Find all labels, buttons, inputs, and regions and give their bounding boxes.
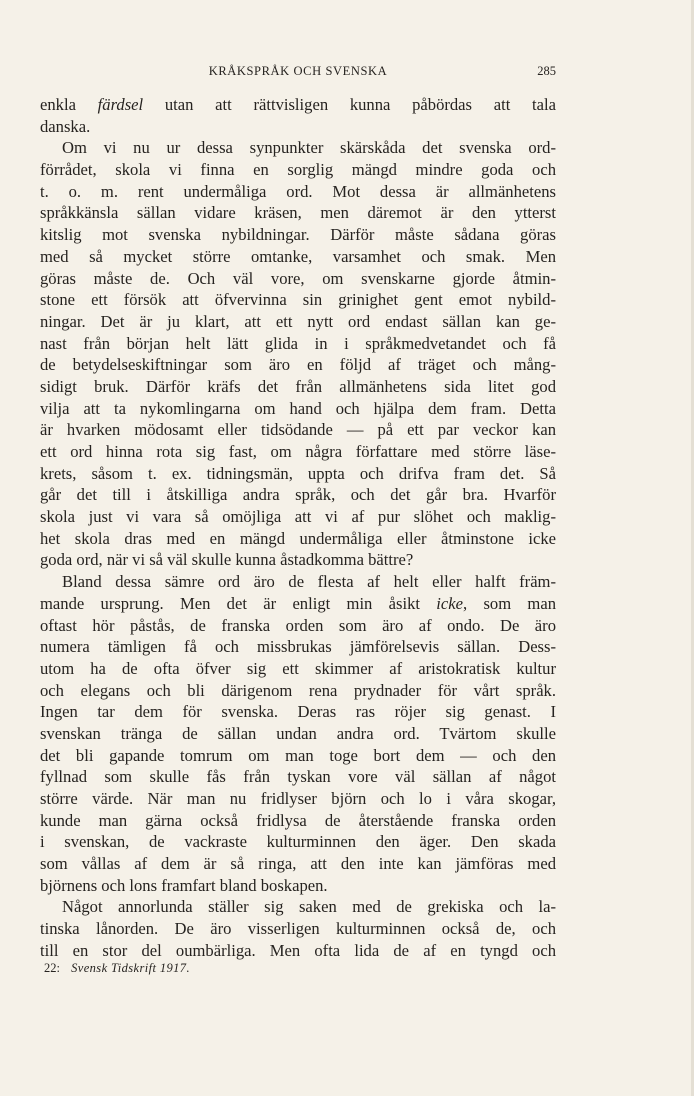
text-run: goda ord, när vi så väl skulle kunna åstadkomma bättre? [40, 550, 414, 570]
text-run: Ingen tar dem för svenska. Deras ras röjer sig genast. I [40, 702, 556, 722]
text-run: i svenskan, de vackraste kulturminnen den äger. Den skada [40, 832, 556, 852]
text-run: kunde man gärna också fridlysa de återstående franska orden [40, 810, 556, 830]
text-line [40, 615, 556, 637]
text-line [40, 376, 556, 398]
text-run: ningar. Det är ju klart, att ett nytt ord endast sällan kan ge- [40, 311, 556, 331]
text-line [40, 571, 556, 593]
running-title: KRÅKSPRÅK OCH SVENSKA [208, 64, 388, 78]
text-run: med så mycket större omtanke, varsamhet och smak. Men [40, 246, 556, 266]
text-run: utan att rättvisligen kunna påbördas att tala [143, 95, 556, 114]
text-run: till en stor del oumbärliga. Men ofta lida de af en tyngd och [40, 940, 556, 960]
text-line [40, 94, 556, 116]
text-run: numera tämligen få och missbrukas jämförelsevis sällan. Dess- [40, 637, 556, 657]
text-run: förrådet, skola vi finna en sorglig mängd mindre goda och [40, 160, 556, 180]
text-line [40, 311, 556, 333]
text-run: danska. [40, 116, 91, 136]
text-run: det bli gapande tomrum om man toge bort dem — och den [40, 745, 556, 765]
text-line [40, 593, 556, 615]
text-line [40, 333, 556, 355]
text-line [40, 723, 556, 745]
text-run: fyllnad som skulle fås från tyskan vore väl sällan af något [40, 767, 556, 787]
page-header [40, 62, 556, 82]
page-number: 285 [537, 64, 556, 78]
italic-word: icke [436, 593, 464, 613]
text-run: göras måste de. Och väl vore, om svenskarne gjorde åtmin- [40, 268, 556, 288]
text-run: och elegans och bli därigenom rena prydnader för vårt språk. [40, 680, 556, 700]
text-run: Något annorlunda ställer sig saken med de grekiska och la- [62, 897, 556, 917]
text-run: mande ursprung. Men det är enligt min åsikt [40, 593, 437, 613]
text-line [40, 398, 556, 420]
text-run: björnens och lons framfart bland boskapen. [40, 875, 328, 895]
text-run: enkla [40, 95, 98, 114]
text-run: oftast hör påstås, de franska orden som äro af ondo. De äro [40, 615, 556, 635]
text-run: går det till i åtskilliga andra språk, och det går bra. Hvarför [40, 485, 556, 505]
text-line [40, 810, 556, 832]
text-run: vilja att ta nykomlingarna om hand och hjälpa dem fram. Detta [40, 398, 556, 418]
text-run: het skola dras med en mängd undermåliga eller åtminstone icke [40, 528, 556, 548]
text-line [40, 528, 556, 550]
text-line [40, 896, 556, 918]
text-line [40, 766, 556, 788]
text-line [40, 181, 556, 203]
text-run: Bland dessa sämre ord äro de flesta af helt eller halft främ- [62, 572, 556, 592]
text-run: nast från början helt lätt glida in i språkmedvetandet och få [40, 333, 556, 353]
text-run: språkkänsla sällan vidare kräsen, men däremot är den ytterst [40, 203, 556, 223]
text-line [40, 940, 556, 962]
text-run: krets, såsom t. ex. tidningsmän, uppta och drifva fram det. Så [40, 463, 556, 483]
page-footer [44, 961, 190, 976]
journal-citation: Svensk Tidskrift 1917. [71, 961, 190, 975]
text-line [40, 658, 556, 680]
text-line [40, 463, 556, 485]
text-line [40, 853, 556, 875]
text-run: kitslig mot svenska nybildningar. Därför måste sådana göras [40, 225, 556, 245]
text-run: ett ord hinna rota sig fast, om några författare med större läse- [40, 442, 556, 461]
text-line [40, 549, 556, 571]
text-line [40, 918, 556, 940]
text-line [40, 246, 556, 268]
text-run: större värde. När man nu fridlyser björn och lo i våra skogar, [40, 789, 556, 808]
text-run: svenskan tränga de sällan undan andra ord. Tvärtom skulle [40, 723, 556, 743]
text-run: som vållas af dem är så ringa, att den inte kan jämföras med [40, 854, 556, 874]
text-line [40, 354, 556, 376]
text-run: sidigt bruk. Därför kräfs det från allmänhetens sida litet god [40, 376, 556, 396]
text-line [40, 701, 556, 723]
text-line [40, 636, 556, 658]
text-run: t. o. m. rent undermåliga ord. Mot dessa är allmänhetens [40, 181, 556, 201]
text-line [40, 268, 556, 290]
text-line [40, 441, 556, 463]
text-line [40, 419, 556, 441]
text-line [40, 159, 556, 181]
text-line [40, 875, 556, 897]
text-line [40, 484, 556, 506]
text-line [40, 289, 556, 311]
text-line [40, 202, 556, 224]
text-run: , som man [463, 593, 556, 613]
text-run: utom ha de ofta öfver sig ett skimmer af aristokratisk kultur [40, 658, 556, 678]
signature-mark: 22: [44, 961, 60, 975]
body-text [40, 94, 556, 962]
text-line [40, 680, 556, 702]
text-line [40, 745, 556, 767]
text-run: Om vi nu ur dessa synpunkter skärskåda det svenska ord- [62, 138, 556, 158]
text-line [40, 788, 556, 810]
text-line [40, 137, 556, 159]
text-run: är hvarken mödosamt eller tidsödande — på ett par veckor kan [40, 420, 556, 440]
italic-word: färdsel [97, 95, 144, 114]
text-run: skola just vi vara så omöjliga att vi af pur slöhet och maklig- [40, 507, 556, 527]
text-line [40, 224, 556, 246]
text-line [40, 116, 556, 138]
text-line [40, 506, 556, 528]
text-run: stone ett försök att öfvervinna sin grinighet gent emot nybild- [40, 290, 556, 310]
text-run: de betydelseskiftningar som äro en följd af träget och mång- [40, 355, 556, 375]
text-line [40, 831, 556, 853]
text-run: tinska lånorden. De äro visserligen kulturminnen också de, och [40, 919, 556, 939]
